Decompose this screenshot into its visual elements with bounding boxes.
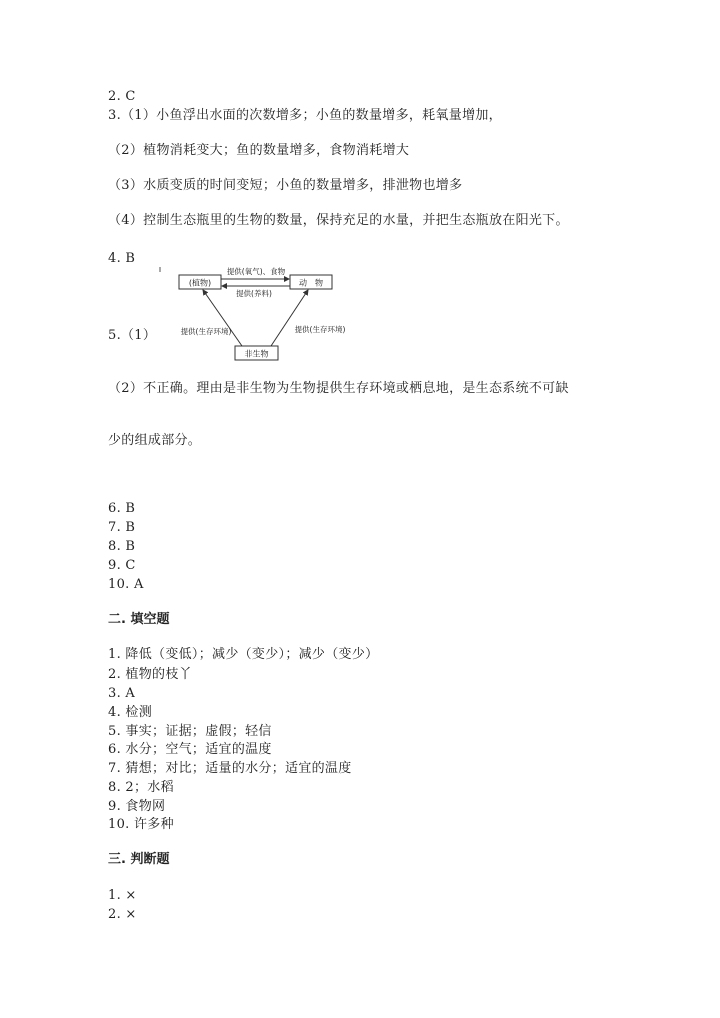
- fill-answer-10: 10. 许多种: [108, 817, 174, 832]
- answer-5-1: 5.（1）: [108, 328, 157, 343]
- answer-3-3: （3）水质变质的时间变短；小鱼的数量增多，排泄物也增多: [108, 178, 463, 193]
- section-3-title: 三. 判断题: [108, 852, 170, 867]
- answer-2: 2. C: [108, 89, 136, 104]
- answer-6: 6. B: [108, 501, 136, 516]
- arrow-nonliving-to-plants: [203, 290, 242, 346]
- fill-answer-7: 7. 猜想；对比；适量的水分；适宜的温度: [108, 761, 352, 776]
- answer-9: 9. C: [108, 558, 136, 573]
- answer-5-2-line2: 少的组成部分。: [108, 433, 202, 448]
- answer-3-1: 3.（1）小鱼浮出水面的次数增多；小鱼的数量增多，耗氧量增加，: [108, 108, 502, 123]
- answer-10: 10. A: [108, 577, 144, 592]
- arrow-right-label: 提供(生存环境): [294, 325, 346, 334]
- fill-answer-8: 8. 2；水稻: [108, 780, 174, 795]
- arrow-bottom-label: 提供(养料): [236, 289, 272, 298]
- answer-7: 7. B: [108, 520, 136, 535]
- arrow-top-label: 提供(氧气)、食物: [226, 267, 286, 276]
- fill-answer-1: 1. 降低（变低）；减少（变少）；减少（变少）: [108, 647, 379, 662]
- section-2-title: 二. 填空题: [108, 612, 170, 627]
- answer-4: 4. B: [108, 251, 136, 266]
- answer-8: 8. B: [108, 539, 136, 554]
- judge-answer-2: 2. ×: [108, 907, 137, 922]
- ecosystem-diagram: [150, 262, 365, 364]
- fill-answer-3: 3. A: [108, 686, 136, 701]
- fill-answer-4: 4. 检测: [108, 705, 153, 720]
- box-animals-label: 动 物: [299, 278, 323, 288]
- fill-answer-2: 2. 植物的枝丫: [108, 667, 192, 682]
- arrow-left-label: 提供(生存环境): [180, 327, 232, 336]
- arrow-nonliving-to-animals: [271, 290, 308, 346]
- answer-3-2: （2）植物消耗变大；鱼的数量增多，食物消耗增大: [108, 143, 410, 158]
- fill-answer-6: 6. 水分；空气；适宜的温度: [108, 742, 272, 757]
- box-plants-label: (植物): [188, 278, 212, 288]
- fill-answer-9: 9. 食物网: [108, 799, 166, 814]
- judge-answer-1: 1. ×: [108, 888, 137, 903]
- answer-5-2-line1: （2）不正确。理由是非生物为生物提供生存环境或栖息地，是生态系统不可缺: [108, 381, 569, 396]
- fill-answer-5: 5. 事实；证据；虚假；轻信: [108, 724, 272, 739]
- box-nonliving-label: 非生物: [244, 349, 269, 359]
- answer-3-4: （4）控制生态瓶里的生物的数量，保持充足的水量，并把生态瓶放在阳光下。: [108, 213, 569, 228]
